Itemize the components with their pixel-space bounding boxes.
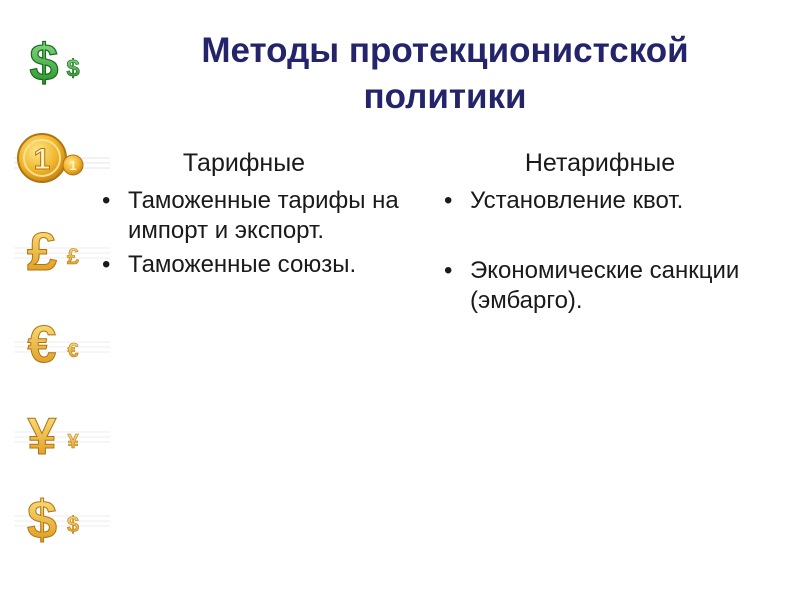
non-tariff-heading: Нетарифные xyxy=(524,149,676,177)
currency-row xyxy=(14,402,110,472)
svg-text:$: $ xyxy=(26,490,58,546)
list-item xyxy=(98,250,410,280)
bullet-icon: • xyxy=(444,257,453,284)
slide-title: Методы протекционистской политики xyxy=(201,31,689,116)
svg-text:$: $ xyxy=(66,512,80,536)
tariff-list xyxy=(98,186,410,280)
svg-text:$: $ xyxy=(66,55,80,80)
one-coin-small-icon xyxy=(60,152,86,178)
non-tariff-column xyxy=(440,146,770,356)
currency-row xyxy=(14,218,110,288)
bullet-icon: • xyxy=(444,187,453,214)
svg-text:€: € xyxy=(27,316,57,372)
currency-decoration-strip xyxy=(0,30,110,550)
svg-text:¥: ¥ xyxy=(67,431,79,452)
bullet-icon: • xyxy=(102,187,111,214)
svg-text:£: £ xyxy=(66,244,80,268)
tariff-column xyxy=(98,146,410,284)
svg-text:£: £ xyxy=(26,222,58,278)
bullet-icon: • xyxy=(102,251,111,278)
dollar-green-small-icon xyxy=(60,54,86,80)
svg-text:€: € xyxy=(67,340,79,362)
currency-row xyxy=(14,128,110,198)
svg-text:$: $ xyxy=(29,34,59,90)
currency-row xyxy=(14,486,110,556)
list-item xyxy=(440,256,770,316)
svg-text:¥: ¥ xyxy=(27,408,57,462)
svg-text:1: 1 xyxy=(33,143,51,176)
list-item-text: Таможенные союзы. xyxy=(128,251,357,278)
pound-small-icon xyxy=(60,242,86,268)
currency-row xyxy=(14,30,110,100)
list-item-text: Экономические санкции (эмбарго). xyxy=(470,257,740,314)
list-item-text: Установление квот. xyxy=(470,187,684,214)
dollar-gold-small-icon xyxy=(60,510,86,536)
yen-small-icon xyxy=(60,426,86,452)
euro-small-icon xyxy=(60,336,86,362)
tariff-heading: Тарифные xyxy=(182,149,306,177)
list-item xyxy=(98,186,410,246)
list-item xyxy=(440,186,770,216)
svg-text:1: 1 xyxy=(69,158,77,173)
non-tariff-list xyxy=(440,186,770,316)
list-item-text: Таможенные тарифы на импорт и экспорт. xyxy=(128,187,399,244)
currency-row xyxy=(14,312,110,382)
